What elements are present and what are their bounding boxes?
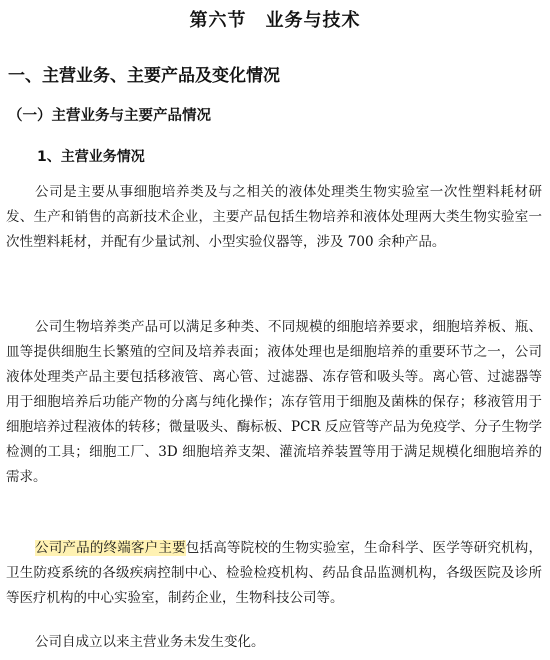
paragraph-customers-text: 包括高等院校的生物实验室，生命科学、医学等研究机构，卫生防疫系统的各级疾病控制中心、检验检疫机构、药品食品监测机构，各级医院及诊所等医疗机构的中心实验室，制药企业，生物科技公司等。 (6, 540, 543, 606)
subheading-business-overview: 1、主营业务情况 (37, 149, 145, 165)
subheading-products: （一）主营业务与主要产品情况 (8, 108, 211, 124)
heading-main-business: 一、主营业务、主要产品及变化情况 (8, 66, 280, 86)
paragraph-company-overview: 公司是主要从事细胞培养类及与之相关的液体处理类生物实验室一次性塑料耗材研发、生产和销售的高新技术企业，主要产品包括生物培养和液体处理两大类生物实验室一次性塑料耗材，并配有少量试剂、小型实验仪器等，涉及 700 余种产品。 (6, 184, 542, 250)
paragraph-product-details: 公司生物培养类产品可以满足多种类、不同规模的细胞培养要求，细胞培养板、瓶、皿等提供细胞生长繁殖的空间及培养表面；液体处理也是细胞培养的重要环节之一，公司液体处理类产品主要包括移液管、离心管、过滤器、冻存管和吸头等。离心管、过滤器等用于细胞培养后功能产物的分离与纯化操作；冻存管用于细胞及菌株的保存；移液管用于细胞培养过程液体的转移；微量吸头、酶标板、PCR 反应管等产品为免疫学、分子生物学检测的工具；细胞工厂、3D 细胞培养支架、灌流培养装置等用于满足规模化细胞培养的需求。 (6, 319, 542, 485)
section-title: 第六节 业务与技术 (189, 10, 361, 31)
highlighted-text: 公司产品的终端客户主要 (35, 540, 186, 556)
paragraph-customers (6, 536, 542, 611)
paragraph-no-change: 公司自成立以来主营业务未发生变化。 (35, 634, 265, 650)
